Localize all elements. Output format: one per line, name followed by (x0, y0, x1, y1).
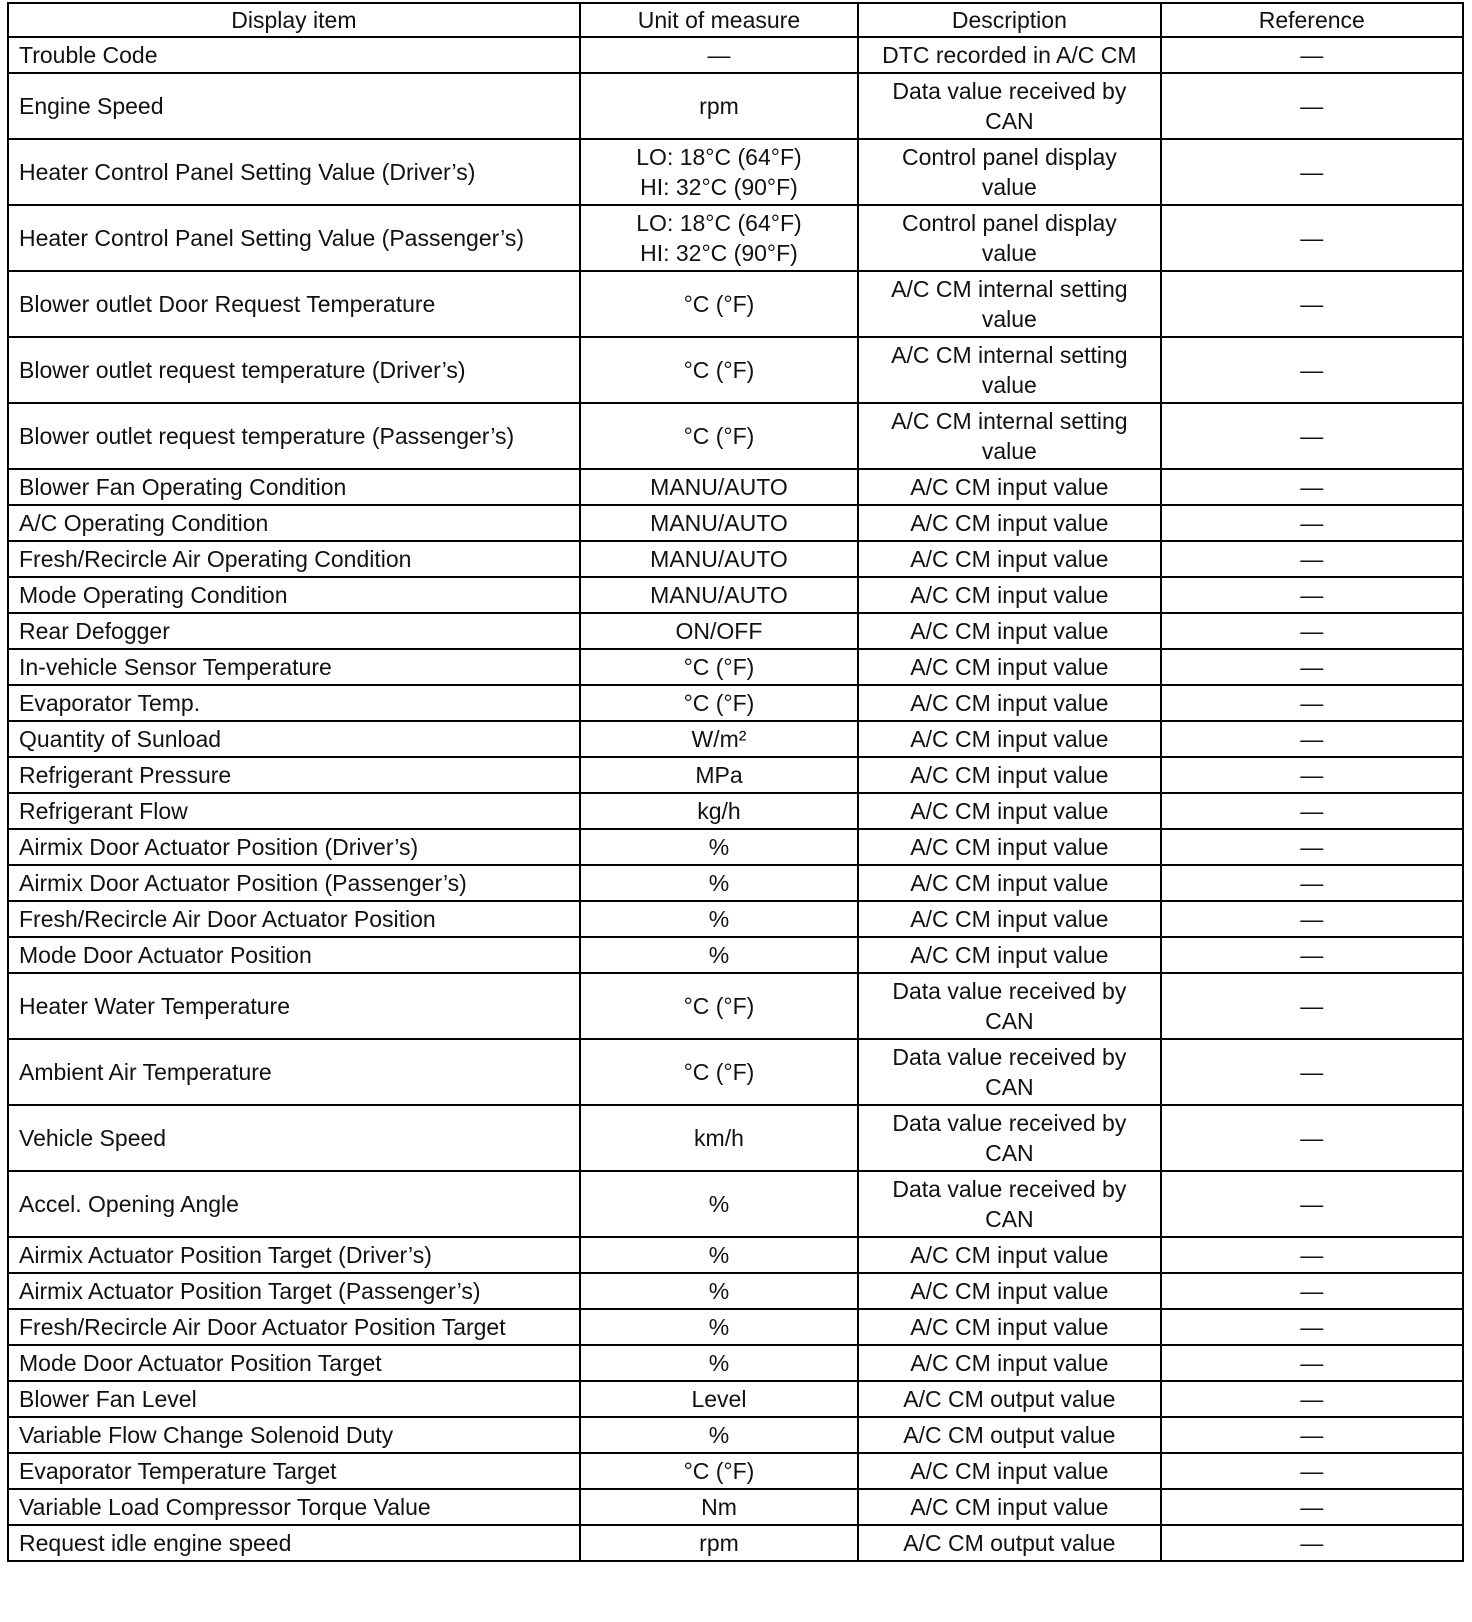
reference-cell: — (1161, 1345, 1463, 1381)
unit-line: % (708, 1314, 730, 1340)
reference-cell: — (1161, 1039, 1463, 1105)
table-row (8, 1381, 1463, 1417)
table-row (8, 1309, 1463, 1345)
description-line: CAN (985, 1140, 1034, 1166)
unit-line: % (708, 1242, 730, 1268)
unit-cell (580, 469, 858, 505)
unit-cell (580, 139, 858, 205)
reference-cell: — (1161, 271, 1463, 337)
description-line: A/C CM input value (910, 726, 1109, 752)
unit-line: °C (°F) (683, 291, 755, 317)
unit-cell (580, 901, 858, 937)
description-cell (858, 973, 1160, 1039)
display-item-cell: Fresh/Recircle Air Door Actuator Position Target (8, 1309, 580, 1345)
header-reference: Reference (1161, 3, 1463, 37)
table-header (8, 3, 1463, 37)
unit-line: °C (°F) (683, 690, 755, 716)
display-item-cell: Mode Door Actuator Position Target (8, 1345, 580, 1381)
unit-line: MANU/AUTO (650, 546, 788, 572)
description-cell (858, 1525, 1160, 1561)
unit-line: Nm (701, 1494, 737, 1520)
description-line: A/C CM internal setting (891, 276, 1128, 302)
description-line: Control panel display (901, 210, 1117, 236)
table-row (8, 793, 1463, 829)
unit-line: — (707, 42, 731, 68)
unit-line: rpm (699, 93, 739, 119)
description-line: A/C CM internal setting (891, 342, 1128, 368)
description-cell (858, 37, 1160, 73)
table-row (8, 721, 1463, 757)
display-item-cell: Blower Fan Level (8, 1381, 580, 1417)
description-cell (858, 139, 1160, 205)
description-line: A/C CM input value (910, 546, 1109, 572)
reference-cell: — (1161, 205, 1463, 271)
table-row (8, 937, 1463, 973)
description-line: Data value received by (892, 978, 1127, 1004)
table-row (8, 685, 1463, 721)
description-cell (858, 1237, 1160, 1273)
display-item-cell: Evaporator Temperature Target (8, 1453, 580, 1489)
unit-cell (580, 937, 858, 973)
description-cell (858, 721, 1160, 757)
display-item-cell: Blower Fan Operating Condition (8, 469, 580, 505)
reference-cell: — (1161, 757, 1463, 793)
display-item-cell: Heater Water Temperature (8, 973, 580, 1039)
unit-cell (580, 37, 858, 73)
description-line: A/C CM output value (903, 1422, 1116, 1448)
header-unit-of-measure: Unit of measure (580, 3, 858, 37)
description-cell (858, 469, 1160, 505)
reference-cell: — (1161, 37, 1463, 73)
reference-cell: — (1161, 1381, 1463, 1417)
table-row (8, 577, 1463, 613)
description-line: A/C CM internal setting (891, 408, 1128, 434)
unit-cell (580, 649, 858, 685)
display-item-cell: Airmix Actuator Position Target (Driver’s) (8, 1237, 580, 1273)
display-item-cell: Mode Operating Condition (8, 577, 580, 613)
reference-cell: — (1161, 829, 1463, 865)
unit-line: °C (°F) (683, 993, 755, 1019)
display-item-cell: Airmix Door Actuator Position (Driver’s) (8, 829, 580, 865)
reference-cell: — (1161, 685, 1463, 721)
description-line: value (981, 240, 1037, 266)
description-line: A/C CM input value (910, 834, 1109, 860)
unit-line: % (708, 1191, 730, 1217)
unit-line: % (708, 942, 730, 968)
reference-cell: — (1161, 1237, 1463, 1273)
table-row (8, 505, 1463, 541)
description-line: A/C CM input value (910, 906, 1109, 932)
unit-line: HI: 32°C (90°F) (640, 174, 798, 200)
unit-cell (580, 271, 858, 337)
unit-cell (580, 1489, 858, 1525)
description-line: A/C CM input value (910, 870, 1109, 896)
description-cell (858, 685, 1160, 721)
reference-cell: — (1161, 793, 1463, 829)
description-cell (858, 403, 1160, 469)
display-item-cell: Heater Control Panel Setting Value (Passenger’s) (8, 205, 580, 271)
unit-cell (580, 1237, 858, 1273)
description-cell (858, 613, 1160, 649)
display-item-cell: Mode Door Actuator Position (8, 937, 580, 973)
unit-cell (580, 973, 858, 1039)
table-row (8, 1417, 1463, 1453)
unit-line: LO: 18°C (64°F) (636, 210, 802, 236)
description-line: Data value received by (892, 1044, 1127, 1070)
table-row (8, 1489, 1463, 1525)
table-row (8, 1453, 1463, 1489)
table-row (8, 469, 1463, 505)
unit-cell (580, 1171, 858, 1237)
description-cell (858, 1345, 1160, 1381)
unit-cell (580, 865, 858, 901)
unit-cell (580, 1381, 858, 1417)
description-cell (858, 205, 1160, 271)
unit-line: °C (°F) (683, 654, 755, 680)
display-item-cell: Evaporator Temp. (8, 685, 580, 721)
unit-line: °C (°F) (683, 1458, 755, 1484)
unit-cell (580, 1039, 858, 1105)
description-line: A/C CM input value (910, 1278, 1109, 1304)
reference-cell: — (1161, 937, 1463, 973)
description-cell (858, 1039, 1160, 1105)
table-body (8, 37, 1463, 1561)
description-line: value (981, 306, 1037, 332)
display-item-cell: Blower outlet Door Request Temperature (8, 271, 580, 337)
description-line: CAN (985, 1008, 1034, 1034)
description-line: A/C CM input value (910, 1242, 1109, 1268)
display-item-cell: Trouble Code (8, 37, 580, 73)
display-item-cell: Heater Control Panel Setting Value (Driver’s) (8, 139, 580, 205)
table-row (8, 901, 1463, 937)
unit-cell (580, 1273, 858, 1309)
reference-cell: — (1161, 649, 1463, 685)
unit-line: MANU/AUTO (650, 474, 788, 500)
description-line: A/C CM input value (910, 474, 1109, 500)
unit-cell (580, 73, 858, 139)
unit-line: MANU/AUTO (650, 582, 788, 608)
description-line: value (981, 174, 1037, 200)
description-cell (858, 937, 1160, 973)
description-cell (858, 829, 1160, 865)
description-cell (858, 1381, 1160, 1417)
description-line: CAN (985, 108, 1034, 134)
unit-line: km/h (694, 1125, 744, 1151)
display-item-cell: Accel. Opening Angle (8, 1171, 580, 1237)
display-item-cell: Airmix Door Actuator Position (Passenger’s) (8, 865, 580, 901)
description-line: A/C CM input value (910, 510, 1109, 536)
display-item-cell: Variable Flow Change Solenoid Duty (8, 1417, 580, 1453)
unit-cell (580, 337, 858, 403)
reference-cell: — (1161, 1489, 1463, 1525)
description-cell (858, 577, 1160, 613)
data-monitor-table (7, 2, 1464, 1562)
table-row (8, 1105, 1463, 1171)
description-line: A/C CM input value (910, 942, 1109, 968)
header-description: Description (858, 3, 1160, 37)
reference-cell: — (1161, 403, 1463, 469)
description-cell (858, 337, 1160, 403)
display-item-cell: Fresh/Recircle Air Operating Condition (8, 541, 580, 577)
table-row (8, 403, 1463, 469)
description-line: A/C CM output value (903, 1530, 1116, 1556)
display-item-cell: A/C Operating Condition (8, 505, 580, 541)
unit-line: % (708, 834, 730, 860)
display-item-cell: Airmix Actuator Position Target (Passenger’s) (8, 1273, 580, 1309)
display-item-cell: Engine Speed (8, 73, 580, 139)
unit-line: °C (°F) (683, 423, 755, 449)
unit-line: kg/h (697, 798, 741, 824)
unit-line: W/m² (691, 726, 747, 752)
unit-cell (580, 403, 858, 469)
description-line: A/C CM input value (910, 618, 1109, 644)
description-cell (858, 1309, 1160, 1345)
unit-line: % (708, 870, 730, 896)
unit-cell (580, 1525, 858, 1561)
unit-cell (580, 757, 858, 793)
unit-line: % (708, 1350, 730, 1376)
description-cell (858, 541, 1160, 577)
header-display-item: Display item (8, 3, 580, 37)
unit-cell (580, 1453, 858, 1489)
description-line: A/C CM input value (910, 690, 1109, 716)
table-row (8, 649, 1463, 685)
reference-cell: — (1161, 541, 1463, 577)
reference-cell: — (1161, 469, 1463, 505)
reference-cell: — (1161, 721, 1463, 757)
description-line: value (981, 438, 1037, 464)
table-row (8, 757, 1463, 793)
reference-cell: — (1161, 1525, 1463, 1561)
display-item-cell: Refrigerant Pressure (8, 757, 580, 793)
unit-line: Level (691, 1386, 747, 1412)
display-item-cell: Variable Load Compressor Torque Value (8, 1489, 580, 1525)
reference-cell: — (1161, 1309, 1463, 1345)
description-cell (858, 865, 1160, 901)
description-cell (858, 793, 1160, 829)
display-item-cell: Blower outlet request temperature (Passenger’s) (8, 403, 580, 469)
description-line: Control panel display (901, 144, 1117, 170)
table-row (8, 205, 1463, 271)
description-cell (858, 1171, 1160, 1237)
unit-line: % (708, 906, 730, 932)
table-row (8, 73, 1463, 139)
unit-line: ON/OFF (675, 618, 763, 644)
description-cell (858, 901, 1160, 937)
description-line: A/C CM input value (910, 1350, 1109, 1376)
description-line: A/C CM input value (910, 762, 1109, 788)
unit-cell (580, 829, 858, 865)
description-cell (858, 1417, 1160, 1453)
description-cell (858, 1273, 1160, 1309)
unit-cell (580, 1417, 858, 1453)
display-item-cell: Rear Defogger (8, 613, 580, 649)
reference-cell: — (1161, 1417, 1463, 1453)
description-line: CAN (985, 1206, 1034, 1232)
unit-line: LO: 18°C (64°F) (636, 144, 802, 170)
reference-cell: — (1161, 577, 1463, 613)
description-line: A/C CM input value (910, 1458, 1109, 1484)
unit-cell (580, 1309, 858, 1345)
description-cell (858, 1453, 1160, 1489)
unit-cell (580, 793, 858, 829)
description-cell (858, 1489, 1160, 1525)
table-row (8, 613, 1463, 649)
description-line: CAN (985, 1074, 1034, 1100)
description-cell (858, 649, 1160, 685)
unit-cell (580, 1345, 858, 1381)
reference-cell: — (1161, 1453, 1463, 1489)
display-item-cell: Vehicle Speed (8, 1105, 580, 1171)
unit-line: MANU/AUTO (650, 510, 788, 536)
reference-cell: — (1161, 139, 1463, 205)
reference-cell: — (1161, 973, 1463, 1039)
table-row (8, 1273, 1463, 1309)
description-line: A/C CM input value (910, 1494, 1109, 1520)
reference-cell: — (1161, 865, 1463, 901)
table-row (8, 829, 1463, 865)
display-item-cell: Quantity of Sunload (8, 721, 580, 757)
table-row (8, 1039, 1463, 1105)
unit-line: °C (°F) (683, 1059, 755, 1085)
unit-cell (580, 1105, 858, 1171)
display-item-cell: Refrigerant Flow (8, 793, 580, 829)
description-line: Data value received by (892, 78, 1127, 104)
table-row (8, 1345, 1463, 1381)
description-line: Data value received by (892, 1110, 1127, 1136)
reference-cell: — (1161, 613, 1463, 649)
unit-line: MPa (695, 762, 743, 788)
unit-line: rpm (699, 1530, 739, 1556)
unit-cell (580, 205, 858, 271)
unit-cell (580, 541, 858, 577)
description-cell (858, 505, 1160, 541)
reference-cell: — (1161, 337, 1463, 403)
table-row (8, 541, 1463, 577)
description-cell (858, 271, 1160, 337)
reference-cell: — (1161, 73, 1463, 139)
description-line: A/C CM input value (910, 654, 1109, 680)
table-row (8, 337, 1463, 403)
reference-cell: — (1161, 901, 1463, 937)
unit-line: % (708, 1278, 730, 1304)
table-row (8, 271, 1463, 337)
table-row (8, 37, 1463, 73)
description-line: Data value received by (892, 1176, 1127, 1202)
description-cell (858, 757, 1160, 793)
table-row (8, 865, 1463, 901)
reference-cell: — (1161, 1171, 1463, 1237)
unit-cell (580, 721, 858, 757)
description-line: value (981, 372, 1037, 398)
table-row (8, 973, 1463, 1039)
unit-cell (580, 685, 858, 721)
table-row (8, 1237, 1463, 1273)
display-item-cell: Fresh/Recircle Air Door Actuator Position (8, 901, 580, 937)
description-line: DTC recorded in A/C CM (882, 42, 1137, 68)
display-item-cell: In-vehicle Sensor Temperature (8, 649, 580, 685)
unit-line: HI: 32°C (90°F) (640, 240, 798, 266)
table-row (8, 1171, 1463, 1237)
reference-cell: — (1161, 505, 1463, 541)
description-cell (858, 73, 1160, 139)
table-row (8, 139, 1463, 205)
display-item-cell: Ambient Air Temperature (8, 1039, 580, 1105)
description-line: A/C CM input value (910, 1314, 1109, 1340)
table-row (8, 1525, 1463, 1561)
reference-cell: — (1161, 1273, 1463, 1309)
reference-cell: — (1161, 1105, 1463, 1171)
unit-line: °C (°F) (683, 357, 755, 383)
unit-cell (580, 505, 858, 541)
description-line: A/C CM input value (910, 582, 1109, 608)
unit-line: % (708, 1422, 730, 1448)
unit-cell (580, 613, 858, 649)
display-item-cell: Blower outlet request temperature (Driver’s) (8, 337, 580, 403)
description-cell (858, 1105, 1160, 1171)
unit-cell (580, 577, 858, 613)
description-line: A/C CM input value (910, 798, 1109, 824)
display-item-cell: Request idle engine speed (8, 1525, 580, 1561)
header-row (8, 3, 1463, 37)
description-line: A/C CM output value (903, 1386, 1116, 1412)
